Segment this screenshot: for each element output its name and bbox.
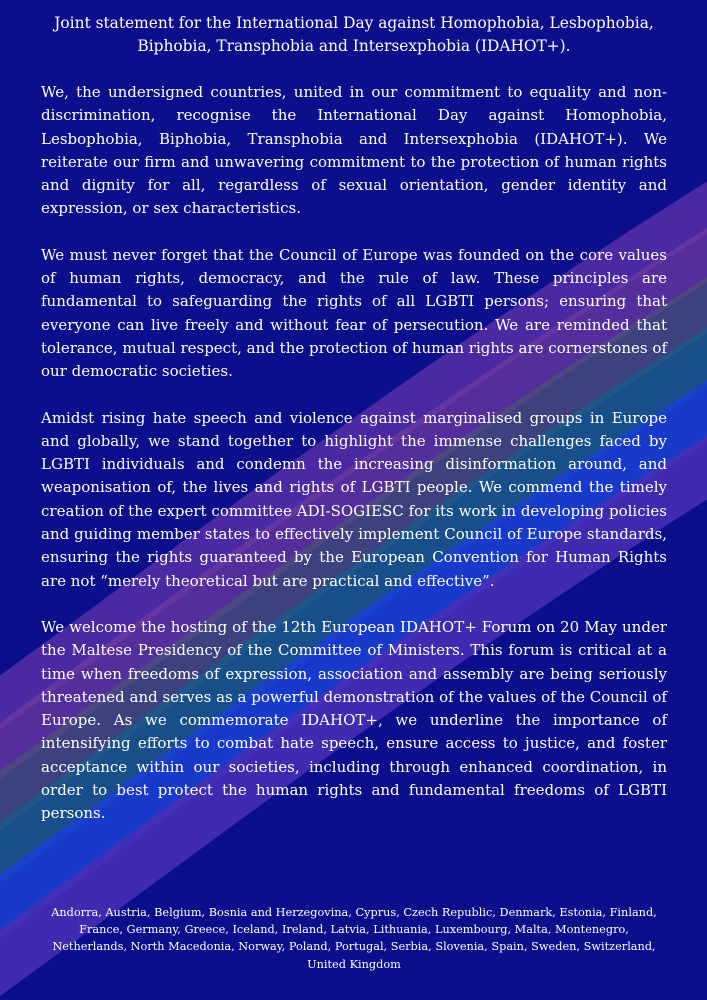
paragraph-commitment: We, the undersigned countries, united in our commitment to equality and non-discrimination, recognise the International Day against Homophobia, Lesbophobia, Biphobia, Transphobia and Intersexphobia (IDAHOT+). We reiterate our firm and unwavering commitment to the protection of human rights and dignity for all, regardless of sexual orientation, gender identity and expression, or sex characteristics. [41,83,667,218]
statement-title: Joint statement for the International Day against Homophobia, Lesbophobia, Biphobia, Transphobia and Intersexphobia (IDAHOT+). [54,14,654,55]
paragraph-council-values: We must never forget that the Council of Europe was founded on the core values of human rights, democracy, and the rule of law. These principles are fundamental to safeguarding the rights of all LGBTI persons; ensuring that everyone can live freely and without fear of persecution. We are reminded that tolerance, mutual respect, and the protection of human rights are cornerstones of our democratic societies. [41,245,667,381]
paragraph-hate-speech: Amidst rising hate speech and violence against marginalised groups in Europe and globally, we stand together to highlight the immense challenges faced by LGBTI individuals and condemn the increasing disinformation around, and weaponisation of, the lives and rights of LGBTI people. We commend the timely creation of the expert committee ADI-SOGIESC for its work in developing policies and guiding member states to effectively implement Council of Europe standards, ensuring the rights guaranteed by the European Convention for Human Rights are not “merely theoretical but are practical and effective”. [41,408,667,590]
signatory-countries: Andorra, Austria, Belgium, Bosnia and Herzegovina, Cyprus, Czech Republic, Denmark, Estonia, Finland, France, Germany, Greece, Iceland, Ireland, Latvia, Lithuania, Luxembourg, Malta, Montenegro, Netherlands, North Macedonia, Norway, Poland, Portugal, Serbia, Slovenia, Spain, Sweden, Switzerland, United Kingdom [51,906,657,971]
statement-body [41,12,667,849]
paragraph-forum: We welcome the hosting of the 12th European IDAHOT+ Forum on 20 May under the Maltese Presidency of the Committee of Ministers. This forum is critical at a time when freedoms of expression, association and assembly are being seriously threatened and serves as a powerful demonstration of the values of the Council of Europe. As we commemorate IDAHOT+, we underline the importance of intensifying efforts to combat hate speech, ensure access to justice, and foster acceptance within our societies, including through enhanced coordination, in order to best protect the human rights and fundamental freedoms of LGBTI persons. [41,617,667,823]
